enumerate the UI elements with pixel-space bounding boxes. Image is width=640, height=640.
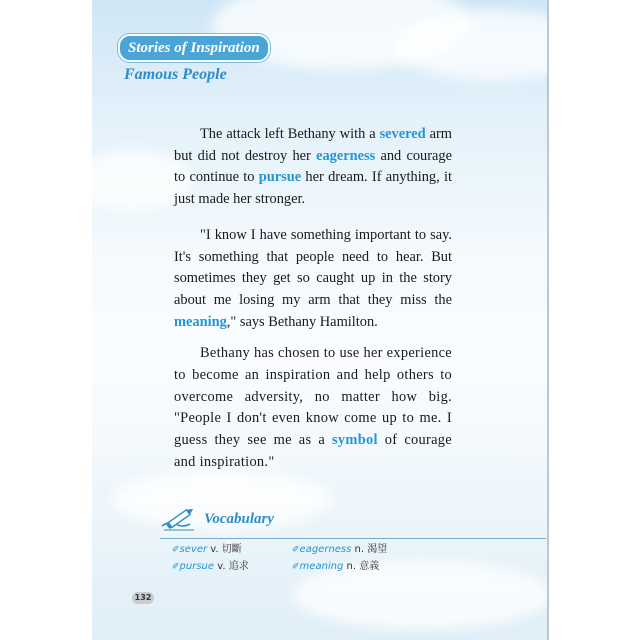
pencil-icon: ✐ bbox=[172, 562, 180, 572]
vocabulary-title: Vocabulary bbox=[204, 510, 275, 527]
vocabulary-divider bbox=[160, 538, 546, 539]
paragraph bbox=[174, 343, 452, 473]
paragraph-text: "I know I have something important to say. It's something that people need to hear. But sometimes they get so caught up in the story about me losing my arm that they miss the bbox=[174, 226, 452, 308]
paragraph-text: her dream. If anything, it just made her stronger. bbox=[174, 169, 452, 208]
vocab-pos: v. bbox=[214, 561, 229, 572]
pencil-icon: ✐ bbox=[292, 545, 300, 555]
paragraph bbox=[174, 225, 452, 334]
vocab-pos: n. bbox=[343, 561, 360, 572]
pencil-icon: ✐ bbox=[292, 562, 300, 572]
paragraph-text: of courage and inspiration." bbox=[174, 432, 452, 470]
pencil-icon: ✐ bbox=[172, 545, 180, 555]
vocab-word: meaning bbox=[299, 561, 344, 572]
keyword-pursue: pursue bbox=[258, 169, 302, 186]
keyword-eagerness: eagerness bbox=[316, 147, 376, 164]
vocab-item bbox=[292, 559, 432, 575]
vocab-item bbox=[292, 542, 432, 558]
vocabulary-header bbox=[160, 506, 274, 532]
vocab-meaning: 切斷 bbox=[221, 544, 242, 555]
paragraph-text: and courage to continue to bbox=[174, 147, 452, 186]
keyword-symbol: symbol bbox=[332, 432, 378, 449]
page-number: 132 bbox=[132, 592, 154, 604]
story-body bbox=[174, 124, 452, 474]
vocab-meaning: 追求 bbox=[228, 561, 249, 572]
vocab-pos: v. bbox=[207, 544, 222, 555]
vocab-pos: n. bbox=[351, 544, 368, 555]
page-edge-divider bbox=[547, 0, 549, 640]
vocab-word: sever bbox=[179, 544, 208, 555]
paragraph-text: ," says Bethany Hamilton. bbox=[226, 313, 378, 330]
vocab-meaning: 渴望 bbox=[367, 544, 388, 555]
vocab-word: pursue bbox=[179, 561, 215, 572]
pencil-writing-icon bbox=[160, 506, 198, 532]
vocab-item bbox=[172, 559, 292, 575]
paragraph-text: The attack left Bethany with a bbox=[200, 126, 380, 142]
section-title: Famous People bbox=[124, 66, 227, 83]
paragraph bbox=[174, 124, 452, 211]
vocab-meaning: 意義 bbox=[359, 561, 380, 572]
paragraph-text: Bethany has chosen to use her experience to become an inspiration and help others to overcome adversity, no matter how big. "People I don't even know come up to me. I guess they see me as a bbox=[174, 345, 452, 449]
vocab-word: eagerness bbox=[299, 544, 352, 555]
paragraph-text: arm but did not destroy her bbox=[174, 126, 452, 164]
vocab-item bbox=[172, 542, 292, 558]
keyword-severed: severed bbox=[379, 126, 426, 142]
keyword-meaning: meaning bbox=[174, 313, 227, 330]
vocabulary-list bbox=[172, 542, 432, 575]
series-title-badge: Stories of Inspiration bbox=[118, 34, 270, 62]
